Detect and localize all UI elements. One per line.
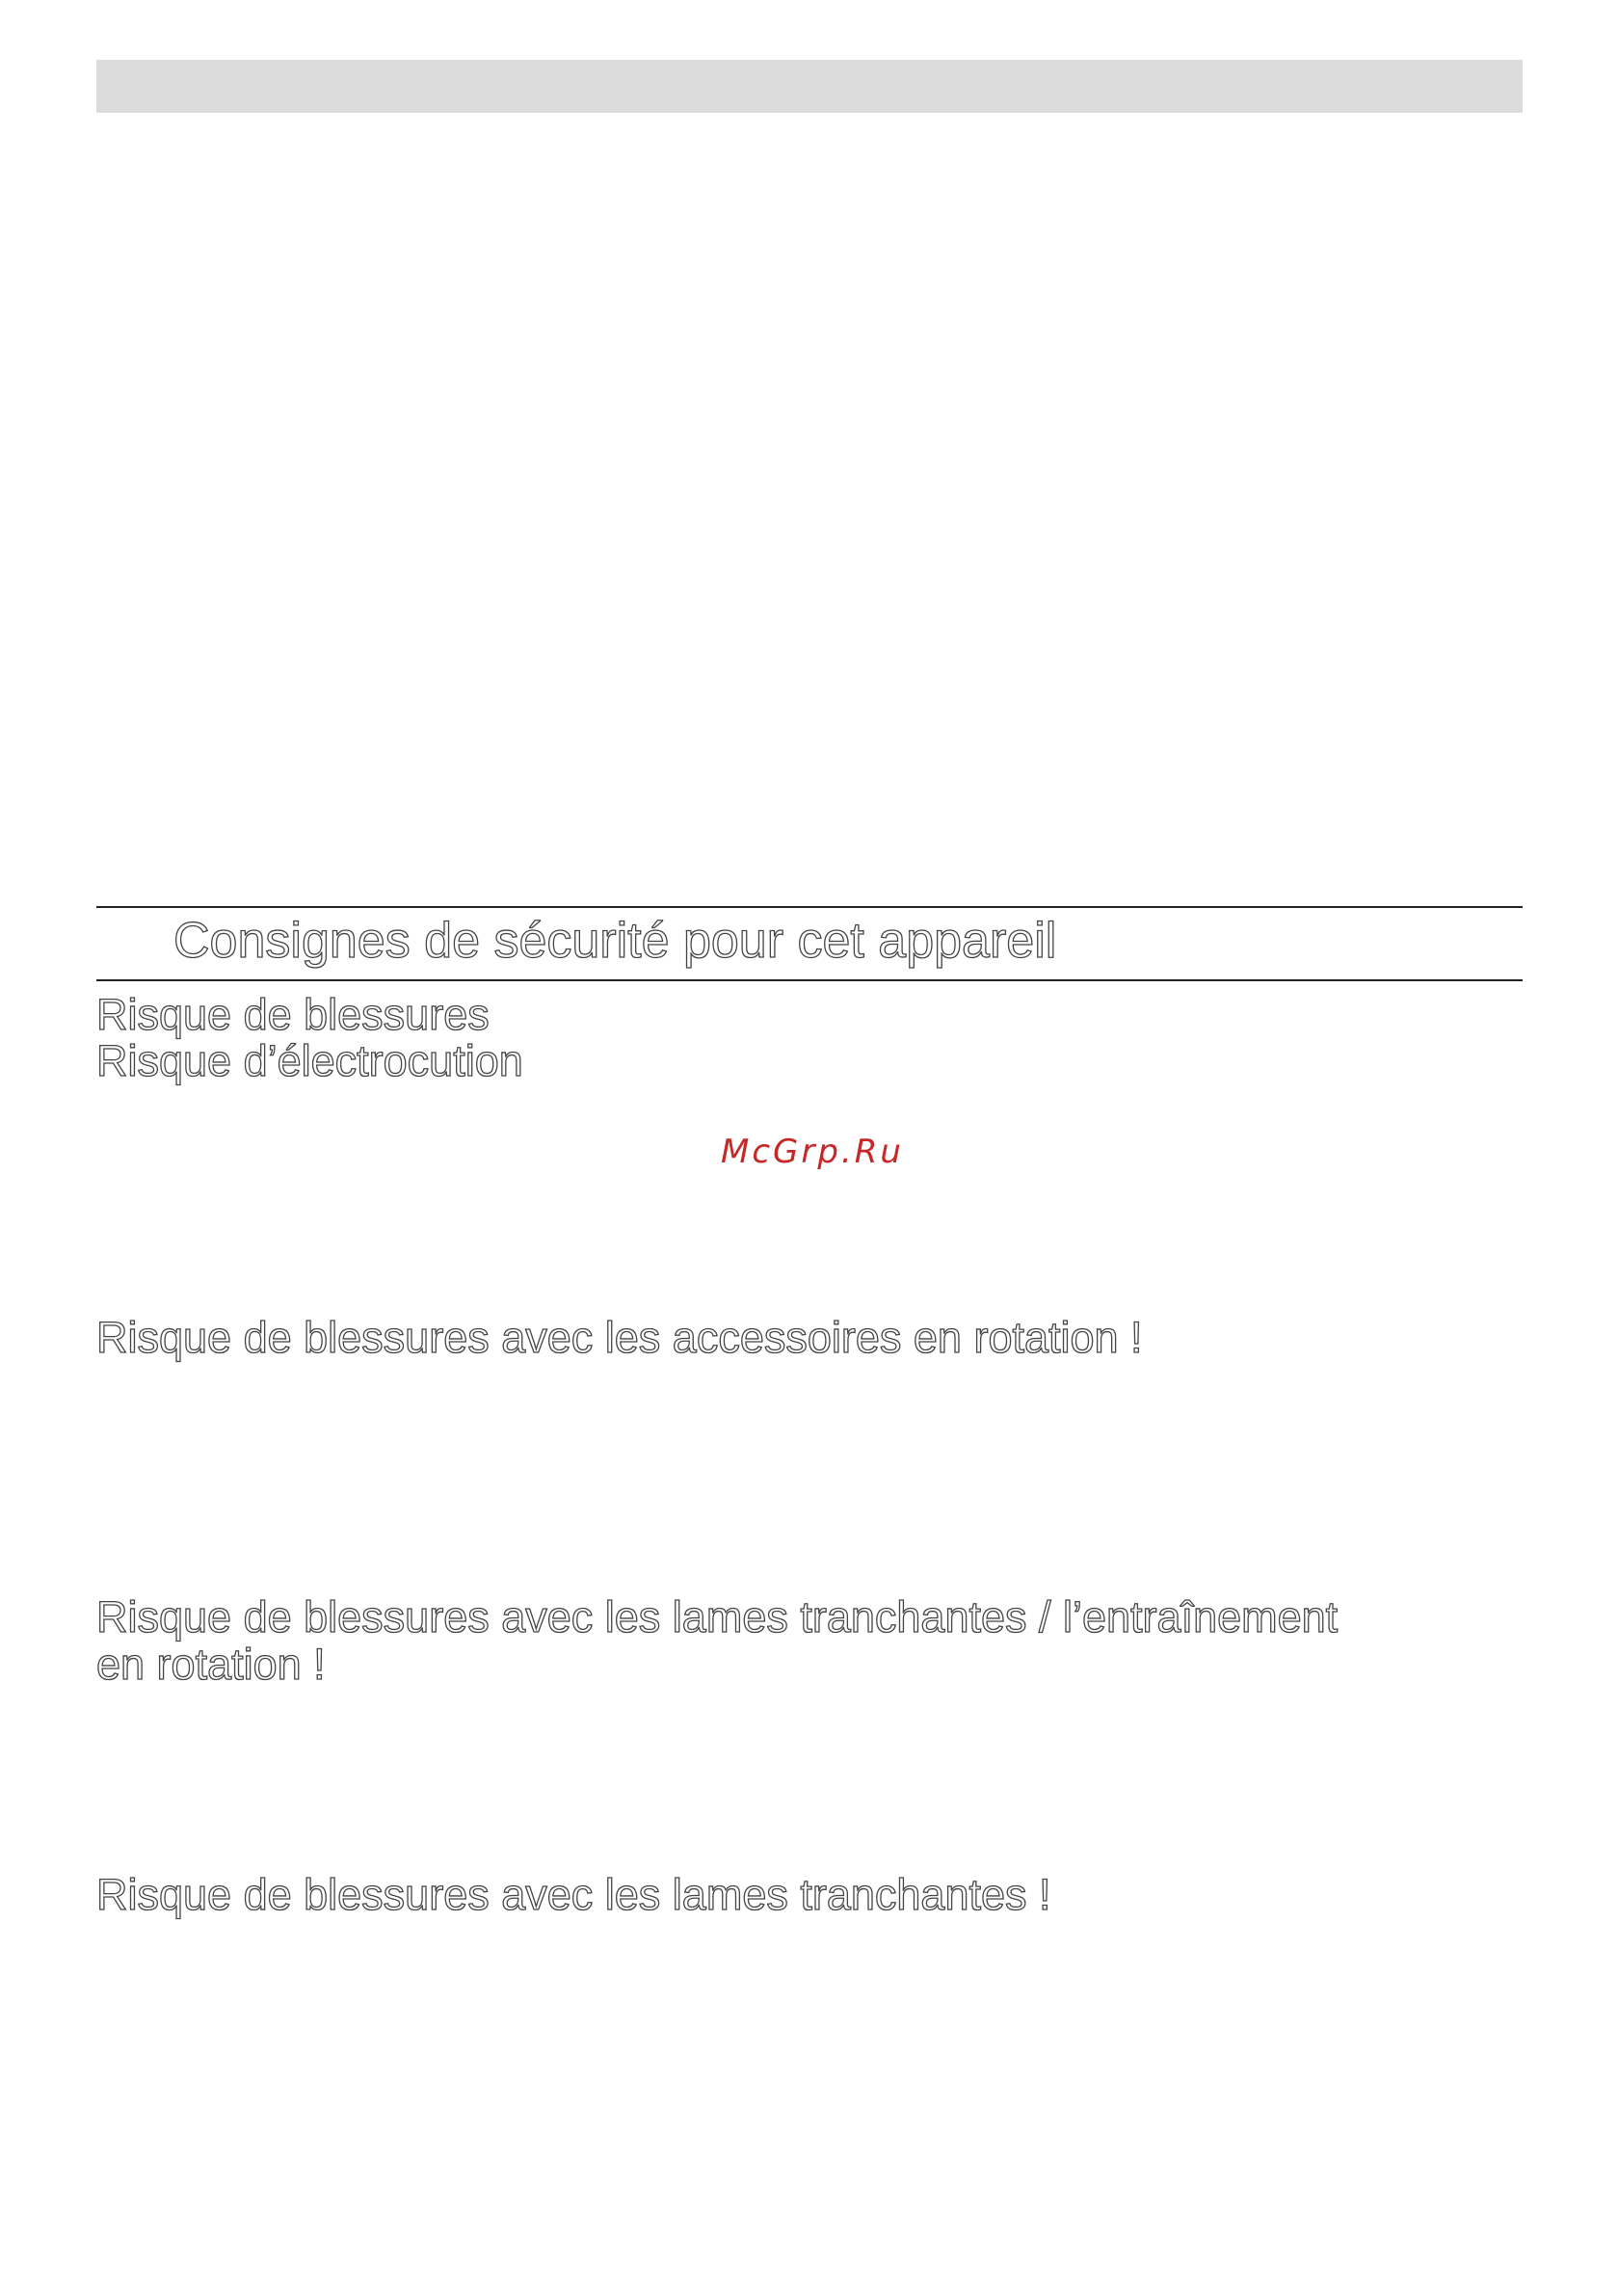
section-title: Consignes de sécurité pour cet appareil [173,913,1057,969]
risk-heading-injury: Risque de blessures [96,990,490,1039]
risk-heading-rotating-accessories: Risque de blessures avec les accessoires en rotation ! [96,1313,1143,1362]
risk-heading-sharp-blades-drive-cont: en rotation ! [96,1640,326,1689]
risk-heading-sharp-blades-drive: Risque de blessures avec les lames tranchantes / l’entraînement [96,1592,1339,1642]
risk-heading-electrocution: Risque d’électrocution [96,1036,523,1085]
watermark: McGrp.Ru [721,1133,904,1171]
section-rule-top [96,906,1523,908]
header-band [96,60,1523,113]
section-rule-bottom [96,979,1523,981]
risk-heading-sharp-blades: Risque de blessures avec les lames tranchantes ! [96,1870,1051,1919]
